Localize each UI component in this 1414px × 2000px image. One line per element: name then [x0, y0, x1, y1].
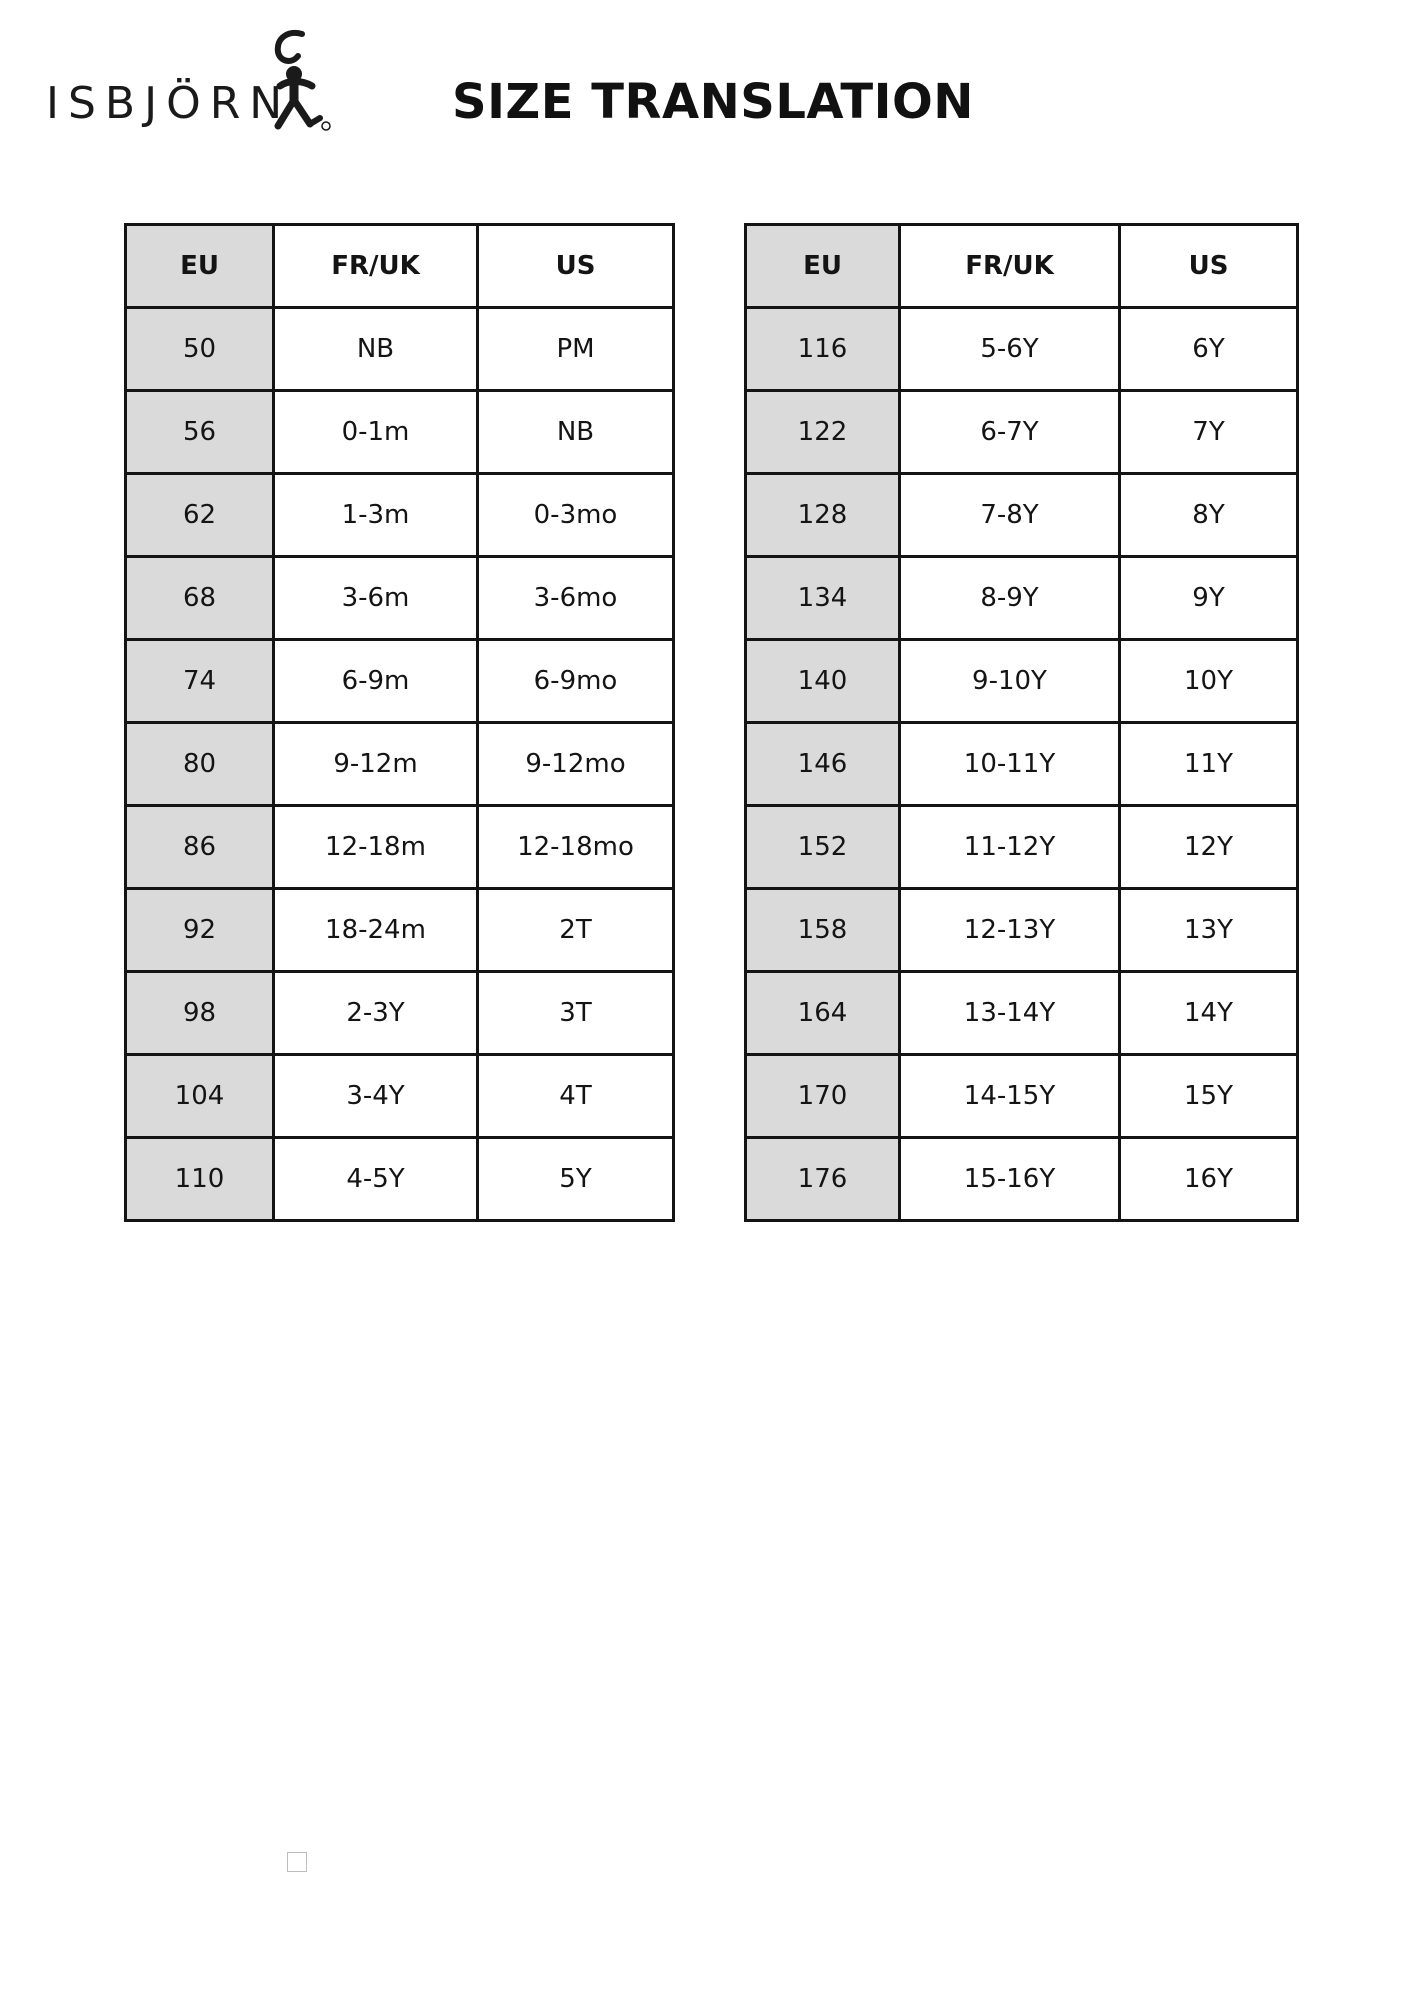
cell-eu: 176: [746, 1138, 900, 1221]
cell-us: 5Y: [478, 1138, 674, 1221]
cell-fr-uk: 12-13Y: [900, 889, 1120, 972]
cell-fr-uk: 14-15Y: [900, 1055, 1120, 1138]
table-row: [126, 806, 674, 889]
cell-fr-uk: 10-11Y: [900, 723, 1120, 806]
table-row: [126, 889, 674, 972]
cell-eu: 56: [126, 391, 274, 474]
cell-fr-uk: NB: [274, 308, 478, 391]
cell-eu: 104: [126, 1055, 274, 1138]
cell-eu: 68: [126, 557, 274, 640]
brand-wordmark: ISBJÖRN: [46, 78, 292, 129]
cell-us: 3-6mo: [478, 557, 674, 640]
cell-fr-uk: 9-10Y: [900, 640, 1120, 723]
cell-us: 3T: [478, 972, 674, 1055]
cell-fr-uk: 3-6m: [274, 557, 478, 640]
empty-checkbox-glyph: [287, 1852, 307, 1872]
table-row: [126, 391, 674, 474]
cell-eu: 80: [126, 723, 274, 806]
cell-us: 2T: [478, 889, 674, 972]
header-fr-uk: FR/UK: [274, 225, 478, 308]
header-us: US: [478, 225, 674, 308]
cell-fr-uk: 13-14Y: [900, 972, 1120, 1055]
cell-eu: 122: [746, 391, 900, 474]
table-row: [126, 1138, 674, 1221]
cell-us: PM: [478, 308, 674, 391]
cell-us: 9Y: [1120, 557, 1298, 640]
table-row: [126, 308, 674, 391]
size-table-left: [124, 223, 675, 1222]
table-row: [746, 806, 1298, 889]
cell-us: 9-12mo: [478, 723, 674, 806]
table-row: [126, 474, 674, 557]
cell-fr-uk: 0-1m: [274, 391, 478, 474]
size-table-right: [744, 223, 1299, 1222]
cell-fr-uk: 4-5Y: [274, 1138, 478, 1221]
cell-eu: 140: [746, 640, 900, 723]
cell-eu: 74: [126, 640, 274, 723]
cell-us: NB: [478, 391, 674, 474]
cell-eu: 116: [746, 308, 900, 391]
cell-eu: 86: [126, 806, 274, 889]
table-row: [126, 557, 674, 640]
table-row: [746, 557, 1298, 640]
table-row: [126, 723, 674, 806]
table-row: [746, 723, 1298, 806]
cell-eu: 134: [746, 557, 900, 640]
cell-fr-uk: 2-3Y: [274, 972, 478, 1055]
polar-bear-figure-icon: [258, 28, 336, 132]
table-row: [126, 972, 674, 1055]
cell-eu: 158: [746, 889, 900, 972]
table-row: [126, 1055, 674, 1138]
cell-fr-uk: 7-8Y: [900, 474, 1120, 557]
page-title: SIZE TRANSLATION: [452, 74, 974, 130]
cell-fr-uk: 5-6Y: [900, 308, 1120, 391]
cell-eu: 62: [126, 474, 274, 557]
cell-eu: 50: [126, 308, 274, 391]
table-header-row: [126, 225, 674, 308]
cell-fr-uk: 9-12m: [274, 723, 478, 806]
cell-fr-uk: 18-24m: [274, 889, 478, 972]
cell-eu: 146: [746, 723, 900, 806]
cell-us: 8Y: [1120, 474, 1298, 557]
table-body-right: [746, 308, 1298, 1221]
cell-us: 15Y: [1120, 1055, 1298, 1138]
table-row: [746, 640, 1298, 723]
cell-us: 0-3mo: [478, 474, 674, 557]
cell-eu: 128: [746, 474, 900, 557]
cell-us: 12Y: [1120, 806, 1298, 889]
header-eu: EU: [126, 225, 274, 308]
cell-fr-uk: 15-16Y: [900, 1138, 1120, 1221]
cell-fr-uk: 12-18m: [274, 806, 478, 889]
cell-us: 14Y: [1120, 972, 1298, 1055]
cell-us: 7Y: [1120, 391, 1298, 474]
table-row: [746, 474, 1298, 557]
table-row: [746, 972, 1298, 1055]
table-row: [746, 391, 1298, 474]
cell-eu: 98: [126, 972, 274, 1055]
cell-fr-uk: 3-4Y: [274, 1055, 478, 1138]
cell-eu: 170: [746, 1055, 900, 1138]
cell-us: 12-18mo: [478, 806, 674, 889]
cell-us: 13Y: [1120, 889, 1298, 972]
cell-us: 6-9mo: [478, 640, 674, 723]
cell-us: 4T: [478, 1055, 674, 1138]
cell-eu: 164: [746, 972, 900, 1055]
cell-fr-uk: 1-3m: [274, 474, 478, 557]
cell-eu: 92: [126, 889, 274, 972]
cell-fr-uk: 6-7Y: [900, 391, 1120, 474]
cell-us: 11Y: [1120, 723, 1298, 806]
table-row: [126, 640, 674, 723]
table-row: [746, 889, 1298, 972]
header-eu: EU: [746, 225, 900, 308]
cell-eu: 152: [746, 806, 900, 889]
cell-us: 10Y: [1120, 640, 1298, 723]
brand-logo: [46, 28, 336, 132]
cell-us: 16Y: [1120, 1138, 1298, 1221]
table-row: [746, 1138, 1298, 1221]
cell-fr-uk: 8-9Y: [900, 557, 1120, 640]
header-fr-uk: FR/UK: [900, 225, 1120, 308]
header-us: US: [1120, 225, 1298, 308]
cell-us: 6Y: [1120, 308, 1298, 391]
cell-fr-uk: 6-9m: [274, 640, 478, 723]
table-row: [746, 1055, 1298, 1138]
cell-eu: 110: [126, 1138, 274, 1221]
table-header-row: [746, 225, 1298, 308]
table-body-left: [126, 308, 674, 1221]
table-row: [746, 308, 1298, 391]
cell-fr-uk: 11-12Y: [900, 806, 1120, 889]
